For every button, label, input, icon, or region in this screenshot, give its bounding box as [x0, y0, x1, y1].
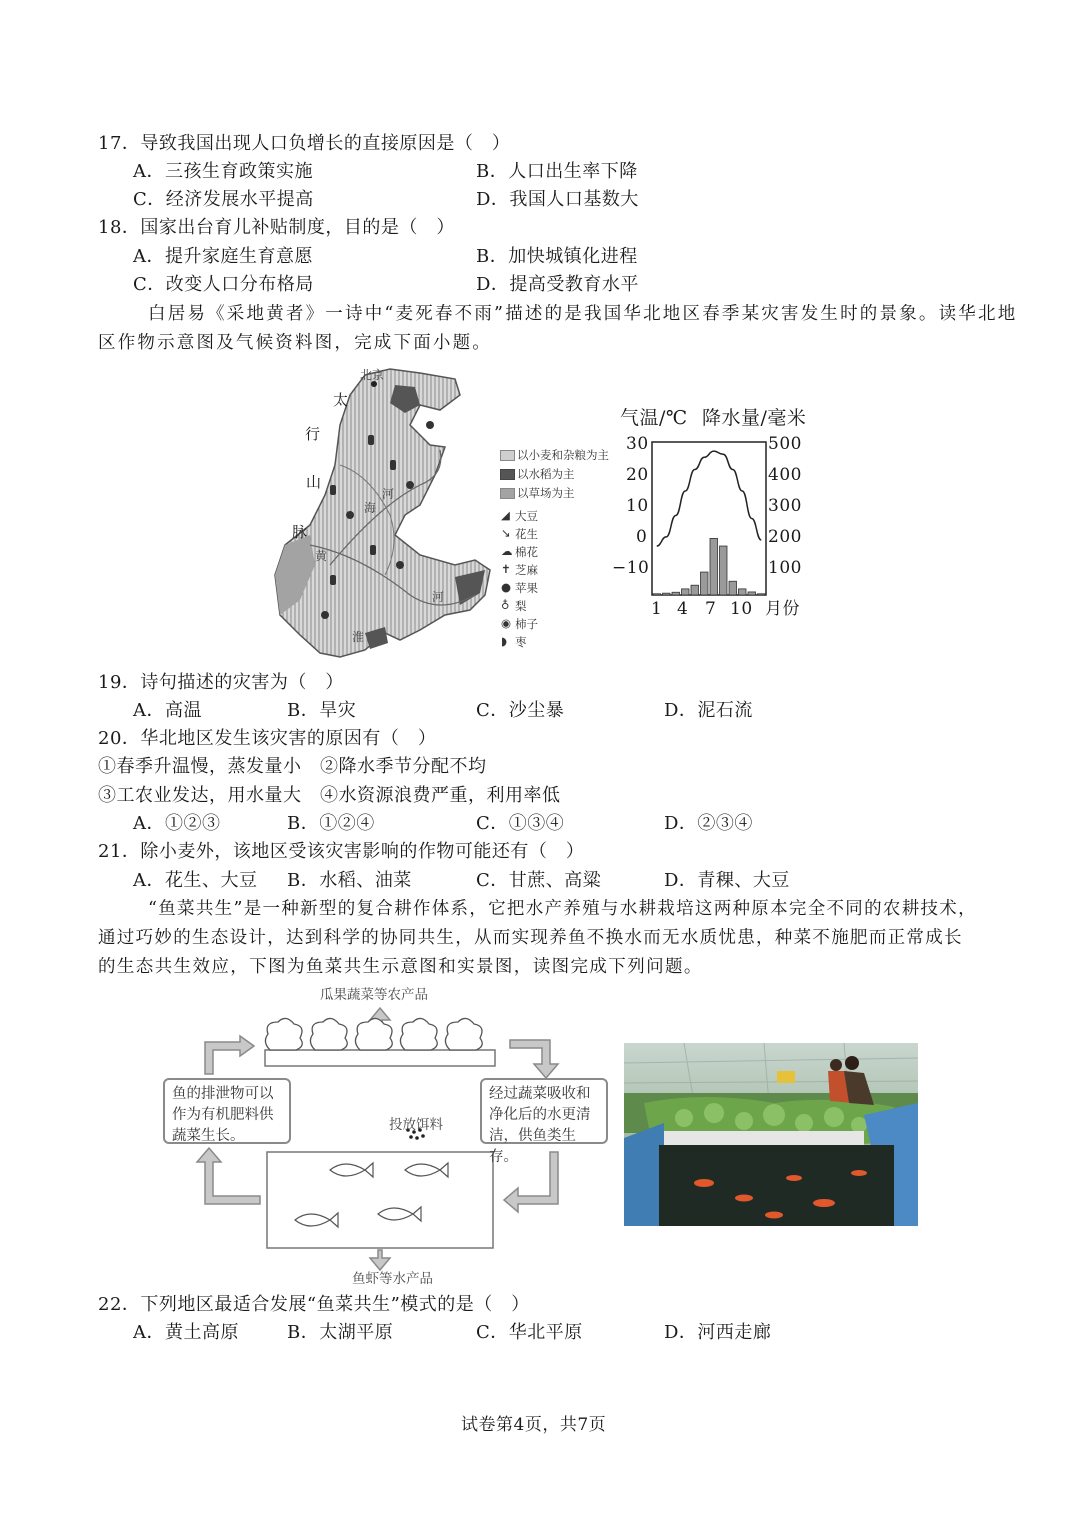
q17-option-c: C．经济发展水平提高	[133, 189, 314, 210]
q17-option-a: A．三孩生育政策实施	[133, 161, 313, 182]
q20-statements-2: ③工农业发达，用水量大 ④水资源浪费严重，利用率低	[98, 785, 561, 806]
aquaponics-diagram	[160, 982, 615, 1287]
legend-label: 梨	[515, 599, 527, 613]
temp-tick: 0	[636, 527, 648, 547]
temp-tick: 10	[626, 496, 649, 516]
q18-option-b: B．加快城镇化进程	[476, 246, 638, 267]
precip-tick: 300	[768, 496, 802, 516]
q19-option-c: C．沙尘暴	[476, 700, 565, 721]
map-mountain-char: 太	[333, 391, 349, 409]
apple-icon: ●	[501, 580, 512, 594]
precip-bar	[739, 589, 747, 595]
arrow-right-icon	[205, 1036, 254, 1074]
map-city-label: 北京	[360, 368, 385, 382]
q22-option-c: C．华北平原	[476, 1322, 583, 1343]
diagram-feed-label: 投放饵料	[389, 1117, 443, 1133]
map-river-char: 河	[382, 487, 395, 501]
q17-option-d: D．我国人口基数大	[476, 189, 639, 210]
legend-label: 以小麦和杂粮为主	[517, 448, 609, 462]
crop-symbol	[321, 611, 329, 619]
peanut-icon: ↘	[501, 526, 511, 540]
arrow-down-icon	[510, 1040, 558, 1078]
precip-tick: 100	[768, 558, 802, 578]
temp-tick: −10	[612, 558, 650, 578]
q20-option-c: C．①③④	[476, 813, 565, 834]
crop-symbol	[368, 435, 374, 445]
q22-stem: 22．下列地区最适合发展“鱼菜共生”模式的是（ ）	[98, 1294, 530, 1315]
legend-swatch	[500, 488, 515, 499]
crop-symbol	[330, 485, 336, 495]
arrow-up-icon	[197, 1148, 260, 1204]
crop-symbol	[390, 460, 396, 470]
crop-map-graphic	[270, 365, 520, 660]
precip-bar	[672, 592, 680, 595]
diagram-bottom-label: 鱼虾等水产品	[352, 1271, 433, 1287]
month-axis-label: 月份	[765, 599, 800, 619]
crop-symbol	[346, 511, 354, 519]
map-river-char: 黄	[315, 549, 328, 563]
map-river-char: 海	[364, 501, 377, 515]
crop-symbol	[406, 481, 414, 489]
intro2-line3: 的生态共生效应，下图为鱼菜共生示意图和实景图，读图完成下列问题。	[98, 957, 703, 977]
q20-stem: 20．华北地区发生该灾害的原因有（ ）	[98, 728, 437, 749]
q20-statements-1: ①春季升温慢，蒸发量小 ②降水季节分配不均	[98, 756, 487, 777]
legend-label: 芝麻	[515, 563, 538, 577]
sesame-icon: ✝	[501, 562, 511, 576]
month-tick: 1	[651, 599, 663, 619]
precip-bar	[691, 585, 699, 595]
crop-symbol	[396, 561, 404, 569]
q21-option-d: D．青稞、大豆	[664, 870, 790, 891]
fish-tank	[267, 1152, 493, 1248]
q21-option-b: B．水稻、油菜	[287, 870, 412, 891]
temp-tick: 30	[626, 434, 649, 454]
intro2-line1: “鱼菜共生”是一种新型的复合耕作体系，它把水产养殖与水耕栽培这两种原本完全不同的农耕技术，	[148, 899, 977, 919]
cotton-icon: ☁	[501, 544, 513, 558]
precip-bar	[653, 594, 661, 595]
precip-bar	[758, 594, 766, 595]
q20-option-a: A．①②③	[133, 813, 221, 834]
persimmon-icon: ◉	[501, 616, 512, 630]
greenhouse-photo	[624, 1043, 918, 1226]
precip-bar	[682, 589, 690, 595]
q21-option-a: A．花生、大豆	[133, 870, 258, 891]
precip-bar	[701, 572, 709, 595]
month-tick: 7	[705, 599, 717, 619]
legend-label: 柿子	[515, 617, 538, 631]
q20-option-d: D．②③④	[664, 813, 753, 834]
legend-label: 以水稻为主	[517, 467, 575, 481]
q18-option-d: D．提高受教育水平	[476, 274, 639, 295]
diagram-top-label: 瓜果蔬菜等农产品	[320, 987, 428, 1003]
intro2-line2: 通过巧妙的生态设计，达到科学的协同共生，从而实现养鱼不换水而无水质忧患，种菜不施肥而正常成长	[98, 928, 963, 948]
q21-option-c: C．甘蔗、高粱	[476, 870, 602, 891]
page-footer: 试卷第4页，共7页	[461, 1415, 607, 1435]
legend-label: 枣	[515, 635, 527, 649]
precip-bar	[663, 593, 671, 595]
crop-map-legend	[498, 446, 628, 651]
legend-label: 棉花	[515, 545, 538, 559]
precip-bar	[710, 538, 718, 595]
map-river-char: 淮	[352, 630, 365, 644]
crop-symbol	[330, 575, 336, 585]
legend-swatch	[500, 469, 515, 480]
intro1-line2: 区作物示意图及气候资料图，完成下面小题。	[98, 333, 492, 353]
q22-option-a: A．黄土高原	[133, 1322, 239, 1343]
temp-tick: 20	[626, 465, 649, 485]
q22-option-d: D．河西走廊	[664, 1322, 772, 1343]
aquaponics-photo	[624, 1043, 918, 1226]
plant-raft	[265, 1050, 495, 1066]
legend-swatch	[500, 450, 515, 461]
q20-option-b: B．①②④	[287, 813, 375, 834]
precip-bar	[748, 592, 756, 595]
soybean-icon: ◢	[501, 508, 510, 522]
intro1-line1: 白居易《采地黄者》一诗中“麦死春不雨”描述的是我国华北地区春季某灾害发生时的景象。读华北地	[148, 304, 1018, 324]
q17-option-b: B．人口出生率下降	[476, 161, 638, 182]
q19-option-a: A．高温	[133, 700, 202, 721]
month-tick: 10	[730, 599, 753, 619]
precip-tick: 200	[768, 527, 802, 547]
map-mountain-char: 行	[305, 425, 321, 443]
q18-option-c: C．改变人口分布格局	[133, 274, 314, 295]
q18-stem: 18．国家出台育儿补贴制度，目的是（ ）	[98, 217, 455, 238]
temp-axis-title: 气温/℃	[620, 407, 688, 429]
north-china-crop-map	[270, 365, 520, 660]
map-river-char: 河	[432, 590, 445, 604]
precip-tick: 500	[768, 434, 802, 454]
climate-chart	[612, 402, 822, 622]
crop-symbol	[426, 421, 434, 429]
q19-option-d: D．泥石流	[664, 700, 753, 721]
q19-stem: 19．诗句描述的灾害为（ ）	[98, 672, 344, 693]
legend-label: 大豆	[515, 509, 538, 523]
climate-plot	[612, 402, 822, 622]
q18-option-a: A．提升家庭生育意愿	[133, 246, 313, 267]
pear-icon: ♁	[501, 598, 510, 612]
legend-label: 花生	[515, 527, 538, 541]
diagram-right-box: 经过蔬菜吸收和净化后的水更清洁，供鱼类生存。	[480, 1078, 608, 1144]
diagram-left-box: 鱼的排泄物可以作为有机肥料供蔬菜生长。	[163, 1078, 291, 1144]
q19-option-b: B．旱灾	[287, 700, 357, 721]
crop-symbol	[370, 545, 376, 555]
plot-frame	[652, 442, 766, 595]
q17-stem: 17．导致我国出现人口负增长的直接原因是（ ）	[98, 133, 511, 154]
map-region-wheat	[275, 369, 490, 657]
precip-axis-title: 降水量/毫米	[702, 407, 807, 429]
month-tick: 4	[677, 599, 689, 619]
vegetables-icon	[265, 1018, 482, 1050]
precip-tick: 400	[768, 465, 802, 485]
map-mountain-char: 山	[306, 473, 322, 491]
legend-label: 以草场为主	[517, 486, 575, 500]
precip-bar	[729, 581, 737, 595]
q21-stem: 21．除小麦外，该地区受该灾害影响的作物可能还有（ ）	[98, 841, 585, 862]
temperature-line	[657, 451, 762, 546]
precip-bar	[720, 546, 728, 595]
map-mountain-char: 脉	[292, 523, 308, 541]
q22-option-b: B．太湖平原	[287, 1322, 394, 1343]
jujube-icon: ◗	[501, 634, 508, 648]
legend-label: 苹果	[515, 581, 538, 595]
